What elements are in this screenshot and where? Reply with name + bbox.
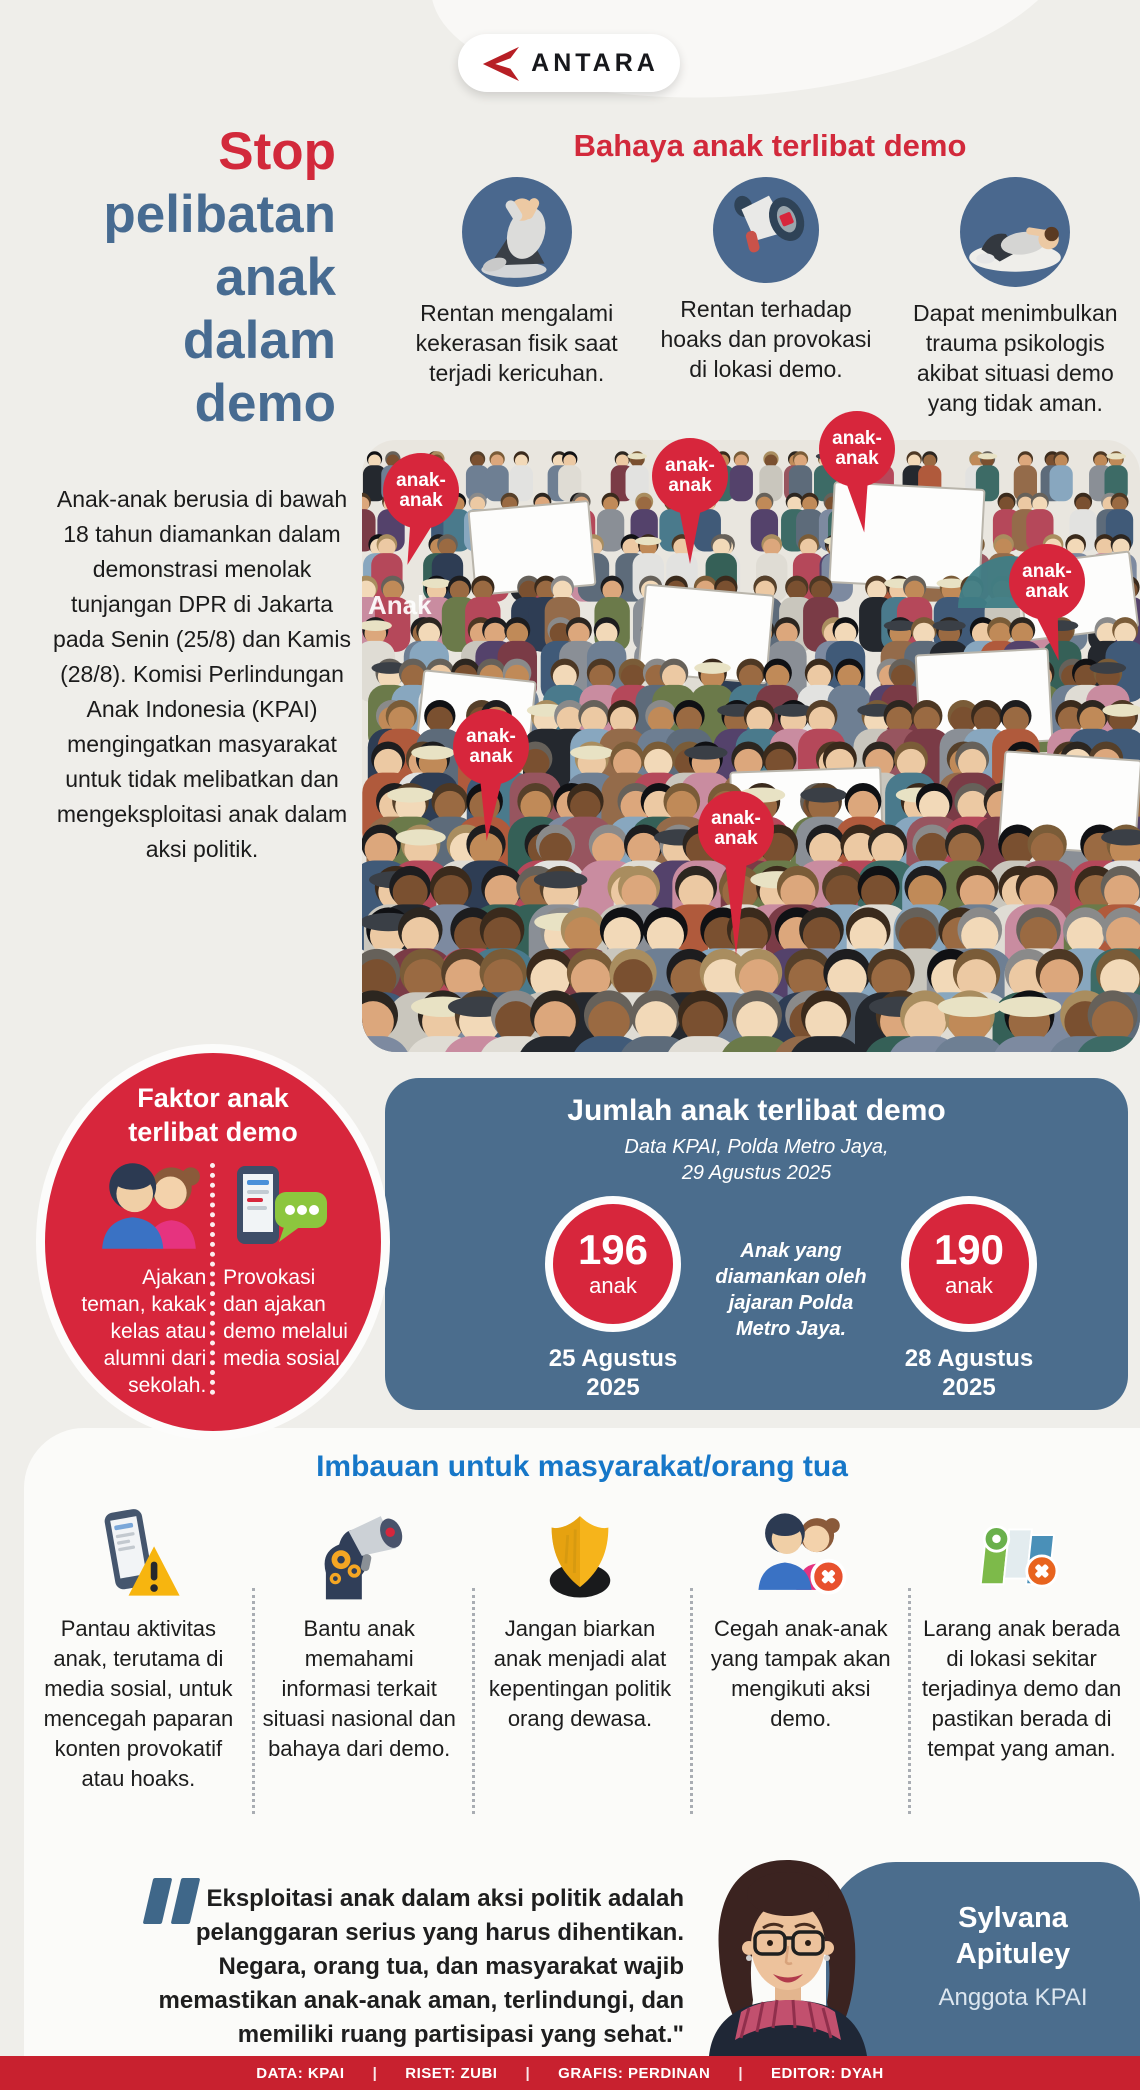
faktor-heading — [45, 1081, 381, 1149]
pin-label: anak- — [466, 726, 516, 747]
dotted-divider — [210, 1163, 215, 1395]
stat-date-line1: 28 Agustus — [904, 1345, 1034, 1372]
pin-label: anak — [668, 475, 712, 496]
map-pins-prohibited-icon — [970, 1502, 1074, 1606]
pin-label: anak- — [1022, 561, 1072, 582]
faktor-heading-line1: Faktor anak — [137, 1083, 289, 1113]
imbauan-items — [28, 1502, 1132, 1794]
bahaya-heading: Bahaya anak terlibat demo — [573, 128, 967, 163]
stat-unit: anak — [589, 1273, 637, 1298]
pin-label: anak — [1025, 581, 1069, 602]
faktor-body — [45, 1161, 381, 1399]
pin-label: anak- — [665, 455, 715, 476]
head-gears-megaphone-icon — [307, 1502, 411, 1606]
dotted-separator — [690, 1588, 693, 1814]
faktor-item-provokasi — [223, 1161, 355, 1372]
antara-logo-icon — [479, 44, 521, 82]
pin-label: anak- — [832, 428, 882, 449]
icon-box — [307, 1502, 411, 1606]
bahaya-item-kekerasan — [392, 176, 641, 418]
fallen-person-icon — [959, 176, 1071, 288]
credit-data: DATA: KPAI — [256, 2064, 345, 2082]
footer-credits — [0, 2056, 1140, 2090]
phone-warning-icon — [86, 1502, 190, 1606]
phone-chat-icon — [223, 1161, 333, 1249]
credit-riset: RISET: ZUBI — [405, 2064, 498, 2082]
dotted-separator — [472, 1588, 475, 1814]
intro-paragraph: Anak-anak berusia di bawah 18 tahun diamankan dalam demonstrasi menolak tunjangan DPR di Jakarta pada Senin (25/8) dan Kamis (28/8). Komisi Perlindungan Anak Indonesia (KPAI) mengingatkan masyarakat untuk tidak melibatkan dan mengeksploitasi anak dalam aksi politik. — [53, 486, 351, 862]
anak-pin-5 — [453, 709, 529, 785]
stat-date — [901, 1344, 1037, 1402]
imbauan-item-text: Cegah anak-anak yang tampak akan mengikuti aksi demo. — [710, 1616, 891, 1731]
title-line-demo: demo — [194, 374, 336, 433]
quote-text: Eksploitasi anak dalam aksi politik adalah pelanggaran serius yang harus dihentikan. Negara, orang tua, dan masyarakat wajib memastikan anak-anak aman, terlindungi, dan memiliki ruang partisipasi yang sehat." — [158, 1885, 684, 2048]
stat-date-line2: 2025 — [586, 1374, 640, 1401]
sylvana-apituley-portrait — [690, 1850, 884, 2056]
footer-separator: | — [525, 2064, 531, 2082]
stat-25-agustus — [545, 1196, 681, 1402]
bahaya-item-text: Dapat menimbulkan trauma psikologis akibat situasi demo yang tidak aman. — [913, 300, 1118, 416]
imbauan-item-text: Bantu anak memahami informasi terkait situasi nasional dan bahaya dari demo. — [262, 1616, 456, 1761]
icon-box — [749, 1502, 853, 1606]
jumlah-source-line2: 29 Agustus 2025 — [681, 1162, 832, 1184]
page-title — [38, 120, 336, 435]
kids-warning-icon — [749, 1502, 853, 1606]
anak-pin-2 — [652, 438, 728, 514]
title-line-stop: Stop — [218, 122, 336, 181]
imbauan-item-text: Jangan biarkan anak menjadi alat kepentingan politik orang dewasa. — [488, 1616, 672, 1731]
pin-label: anak — [399, 490, 443, 511]
anak-pin-6 — [698, 791, 774, 867]
faktor-item-ajakan — [74, 1161, 206, 1399]
stat-date-line1: 25 Agustus — [548, 1345, 678, 1372]
person-name-line1: Sylvana — [958, 1902, 1068, 1934]
jumlah-source — [385, 1134, 1128, 1186]
bahaya-item-trauma — [891, 176, 1140, 418]
imbauan-item-jangan — [470, 1502, 691, 1794]
pin-tail — [476, 778, 502, 841]
person-role: Anggota KPAI — [938, 1984, 1088, 2011]
credit-grafis: GRAFIS: PERDINAN — [558, 2064, 711, 2082]
stat-unit: anak — [945, 1273, 993, 1298]
imbauan-heading: Imbauan untuk masyarakat/orang tua — [316, 1450, 848, 1483]
megaphone-icon — [712, 176, 820, 284]
jumlah-note: Anak yang diamankan oleh jajaran Polda Metro Jaya. — [715, 1240, 867, 1340]
pin-label: anak — [469, 746, 513, 767]
pin-tail — [679, 508, 701, 564]
pin-label: anak — [835, 448, 879, 469]
faktor-section — [36, 1044, 390, 1440]
person-name-line2: Apituley — [955, 1938, 1071, 1970]
stat-circle — [545, 1196, 681, 1332]
jumlah-stats — [385, 1196, 1128, 1402]
icon-box — [970, 1502, 1074, 1606]
icon-box — [86, 1502, 190, 1606]
faktor-item-text: Provokasi dan ajakan demo melalui media sosial. — [223, 1266, 348, 1370]
anak-pin-3 — [819, 411, 895, 487]
crouching-sad-person-icon — [461, 176, 573, 288]
stat-date — [545, 1344, 681, 1402]
stat-value: 196 — [577, 1226, 649, 1273]
title-line-dalam: dalam — [182, 311, 336, 370]
credit-editor: EDITOR: DYAH — [771, 2064, 884, 2082]
bahaya-item-hoaks — [641, 176, 890, 418]
footer-separator: | — [738, 2064, 744, 2082]
title-line-anak: anak — [215, 248, 336, 307]
stat-date-line2: 2025 — [942, 1374, 996, 1401]
stat-circle — [901, 1196, 1037, 1332]
jumlah-heading: Jumlah anak terlibat demo — [567, 1094, 946, 1127]
pin-label: anak — [714, 828, 758, 849]
stat-28-agustus — [901, 1196, 1037, 1402]
icon-box — [528, 1502, 632, 1606]
dotted-separator — [252, 1588, 255, 1814]
crowd-watermark: Anak — [368, 590, 432, 620]
faktor-heading-line2: terlibat demo — [128, 1117, 298, 1147]
imbauan-item-pantau — [28, 1502, 249, 1794]
imbauan-item-cegah — [690, 1502, 911, 1794]
imbauan-item-text: Larang anak berada di lokasi sekitar terjadinya demo dan pastikan berada di tempat yang aman. — [921, 1616, 1122, 1761]
anak-pin-1 — [383, 453, 459, 529]
imbauan-item-bantu — [249, 1502, 470, 1794]
antara-logo-text: ANTARA — [531, 48, 659, 77]
faktor-item-text: Ajakan teman, kakak kelas atau alumni dari sekolah. — [81, 1266, 207, 1397]
antara-logo — [458, 34, 680, 92]
bahaya-items — [392, 176, 1140, 418]
stat-value: 190 — [933, 1226, 1005, 1273]
pin-label: anak- — [396, 470, 446, 491]
imbauan-item-text: Pantau aktivitas anak, terutama di media sosial, untuk mencegah paparan konten provokatif atau hoaks. — [43, 1616, 234, 1791]
footer-separator: | — [372, 2064, 378, 2082]
title-line-pelibatan: pelibatan — [103, 185, 336, 244]
jumlah-source-line1: Data KPAI, Polda Metro Jaya, — [624, 1136, 889, 1158]
dotted-separator — [908, 1588, 911, 1814]
imbauan-item-larang — [911, 1502, 1132, 1794]
shield-icon — [528, 1502, 632, 1606]
pin-label: anak- — [711, 808, 761, 829]
bahaya-item-text: Rentan mengalami kekerasan fisik saat terjadi kericuhan. — [415, 300, 618, 386]
pin-tail — [725, 861, 747, 955]
bahaya-item-text: Rentan terhadap hoaks dan provokasi di lokasi demo. — [660, 296, 872, 382]
anak-pin-4 — [1009, 544, 1085, 620]
two-kids-icon — [94, 1161, 206, 1249]
jumlah-section — [385, 1078, 1128, 1410]
